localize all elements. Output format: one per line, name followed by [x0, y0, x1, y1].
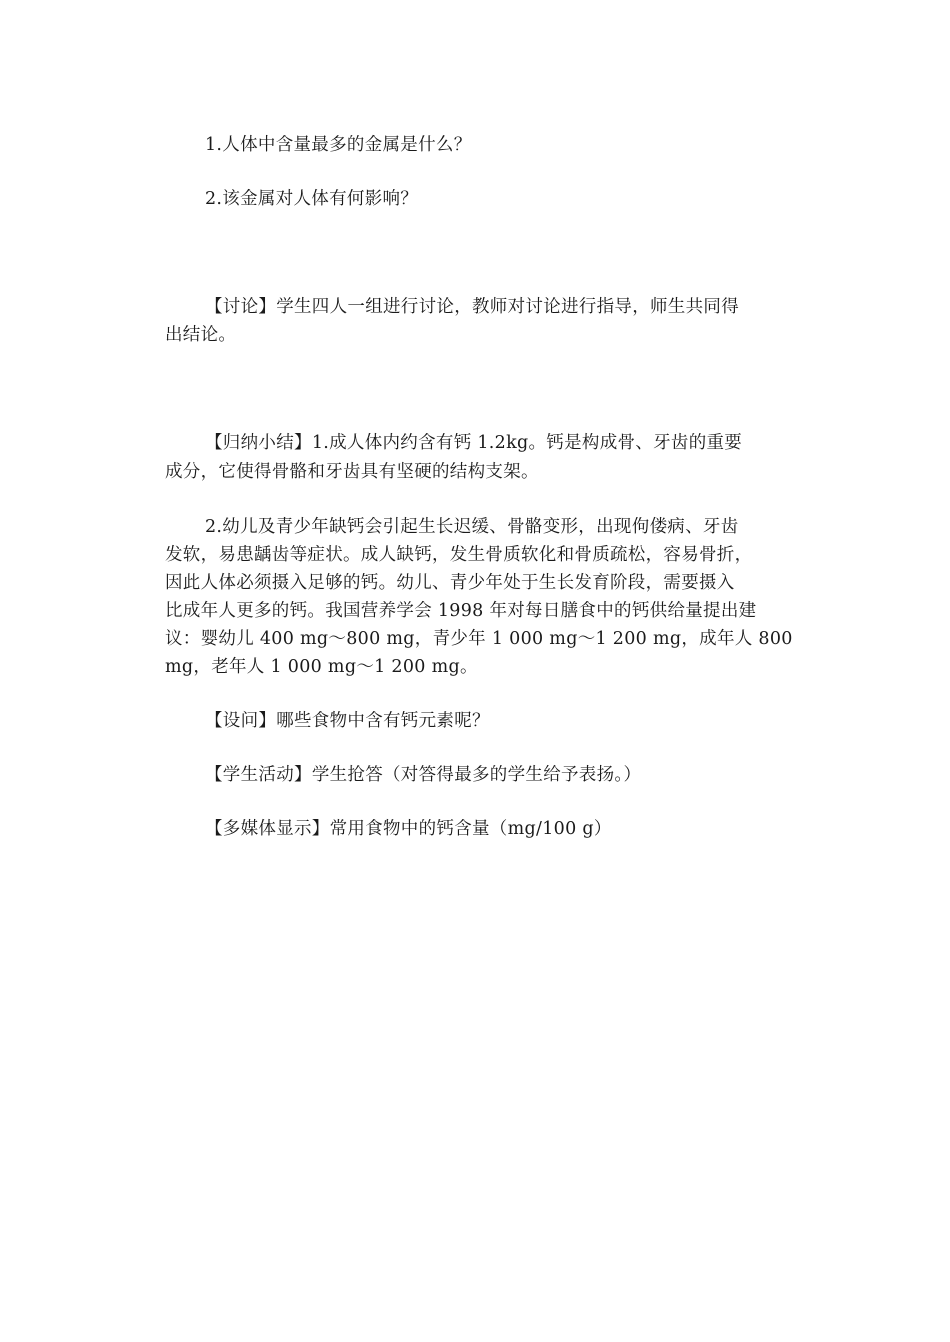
activity-text: 学生抢答（对答得最多的学生给予表扬。） — [311, 765, 642, 785]
question-2: 2.该金属对人体有何影响？ — [205, 189, 419, 209]
activity-heading: 【学生活动】 — [205, 765, 312, 785]
discussion-heading: 【讨论】 — [205, 297, 277, 317]
summary-paragraph-line-1 — [205, 430, 830, 456]
question-1: 1.人体中含量最多的金属是什么？ — [205, 135, 472, 155]
question-paragraph — [205, 708, 830, 734]
multimedia-heading: 【多媒体显示】 — [205, 819, 330, 839]
discussion-text: 学生四人一组进行讨论，教师对讨论进行指导，师生共同得 — [276, 297, 740, 317]
discussion-paragraph-line-2: 出结论。 — [165, 325, 237, 345]
discussion-paragraph-line-1 — [205, 294, 830, 320]
summary-paragraph-line-2: 成分，它使得骨骼和牙齿具有坚硬的结构支架。 — [165, 462, 539, 482]
question-text: 哪些食物中含有钙元素呢？ — [276, 711, 490, 731]
activity-paragraph — [205, 762, 830, 788]
point2-line-3: 因此人体必须摄入足够的钙。幼儿、青少年处于生长发育阶段，需要摄入 — [165, 573, 735, 593]
summary-heading: 【归纳小结】 — [205, 433, 312, 453]
question-heading: 【设问】 — [205, 711, 277, 731]
multimedia-paragraph — [205, 816, 830, 842]
point2-line-2: 发软，易患龋齿等症状。成人缺钙，发生骨质软化和骨质疏松，容易骨折， — [165, 545, 753, 565]
point2-line-5: 议：婴幼儿 400 mg～800 mg，青少年 1 000 mg～1 200 mg，成年人 800 — [165, 629, 793, 649]
point2-line-4: 比成年人更多的钙。我国营养学会 1998 年对每日膳食中的钙供给量提出建 — [165, 601, 757, 621]
multimedia-text: 常用食物中的钙含量（mg/100 g） — [329, 819, 612, 839]
point2-line-6: mg，老年人 1 000 mg～1 200 mg。 — [165, 657, 478, 677]
summary-text: 1.成人体内约含有钙 1.2kg。钙是构成骨、牙齿的重要 — [311, 433, 743, 453]
point2-line-1: 2.幼儿及青少年缺钙会引起生长迟缓、骨骼变形，出现佝偻病、牙齿 — [205, 517, 739, 537]
